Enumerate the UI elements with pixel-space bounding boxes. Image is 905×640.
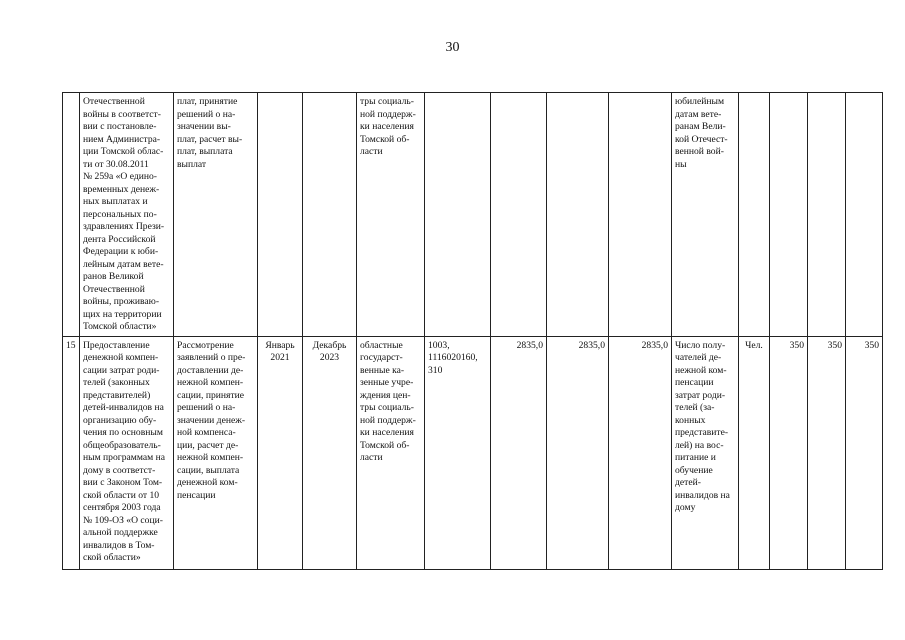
table-row <box>63 336 883 569</box>
unit-cell <box>739 93 770 337</box>
end-date-cell: Декабрь 2023 <box>303 336 357 569</box>
indicator-cell: Число полу- чателей де- нежной ком- пенсации затрат роди- телей (за- конных представите- лей) на вос- питание и обучение детей- инвалидов на дому <box>672 336 739 569</box>
row-number-cell <box>63 93 80 337</box>
funding-2021-cell <box>491 93 547 337</box>
target-2021-cell: 350 <box>770 336 808 569</box>
actions-cell: Рассмотрение заявлений о пре- доставлении де- нежной компен- сации, принятие решений о на- значении денеж- ной компенса- ции, расчет де- нежной компен- сации, выплата денежной ком- пенсации <box>174 336 258 569</box>
target-2022-cell <box>808 93 846 337</box>
target-2022-cell: 350 <box>808 336 846 569</box>
funding-2022-cell: 2835,0 <box>547 336 609 569</box>
row-number-cell: 15 <box>63 336 80 569</box>
actions-cell: плат, принятие решений о на- значении вы- плат, расчет вы- плат, выплата выплат <box>174 93 258 337</box>
start-date-cell: Январь 2021 <box>258 336 303 569</box>
target-2023-cell <box>846 93 883 337</box>
funding-2022-cell <box>547 93 609 337</box>
funding-2021-cell: 2835,0 <box>491 336 547 569</box>
page-number: 30 <box>445 40 460 55</box>
table-row <box>63 93 883 337</box>
start-date-cell <box>258 93 303 337</box>
budget-code-cell: 1003, 1116020160, 310 <box>425 336 491 569</box>
end-date-cell <box>303 93 357 337</box>
target-2023-cell: 350 <box>846 336 883 569</box>
measure-name-cell: Отечественной войны в соответст- вии с постановле- нием Администра- ции Томской облас- ти от 30.08.2011 № 259а «О едино- временных денеж- ных выплатах и персональных по- здравлениях Прези- дента Российской Федерации к юби- лейным датам вете- ранов Великой Отечественной войны, проживаю- щих на территории Томской области» <box>80 93 174 337</box>
executor-cell: тры социаль- ной поддерж- ки населения Томской об- ласти <box>357 93 425 337</box>
measure-name-cell: Предоставление денежной компен- сации затрат роди- телей (законных представителей) детей-инвалидов на организацию обу- чения по основным общеобразователь- ным программам на дому в соответст- вии с Законом Том- ской области от 10 сентября 2003 года № 109-ОЗ «О соци- альной поддержке инвалидов в Том- ской области» <box>80 336 174 569</box>
target-2021-cell <box>770 93 808 337</box>
funding-2023-cell: 2835,0 <box>609 336 672 569</box>
unit-cell: Чел. <box>739 336 770 569</box>
budget-code-cell <box>425 93 491 337</box>
program-measures-table <box>62 92 883 570</box>
executor-cell: областные государст- венные ка- зенные учре- ждения цен- тры социаль- ной поддерж- ки населения Томской об- ласти <box>357 336 425 569</box>
funding-2023-cell <box>609 93 672 337</box>
indicator-cell: юбилейным датам вете- ранам Вели- кой Отечест- венной вой- ны <box>672 93 739 337</box>
